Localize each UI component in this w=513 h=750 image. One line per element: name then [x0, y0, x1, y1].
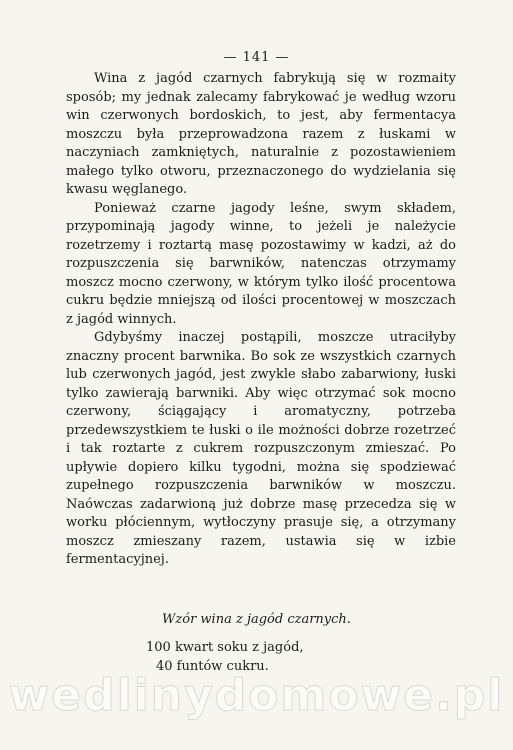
watermark: wedlinydomowe.pl: [8, 670, 505, 721]
page-number: — 141 —: [223, 50, 290, 65]
paragraph-2: Ponieważ czarne jagody leśne, swym składem, przypominają jagody winne, to jeżeli je należycie rozetrzemy i roztartą masę pozostawimy w kadzi, aż do rozpuszczenia się barwników, natenczas otrzymamy moszcz mocno czerwony, w którym tylko ilość procentowa cukru będzie mniejszą od ilości procentowej w moszczach z jagód winnych.: [66, 200, 456, 327]
body-text: [66, 70, 456, 570]
recipe-title: Wzór wina z jagód czarnych.: [162, 612, 351, 627]
paragraph-3: Gdybyśmy inaczej postąpili, moszcze utraciłyby znaczny procent barwnika. Bo sok ze wszystkich czarnych lub czerwonych jagód, jest zwykle słabo zabarwiony, łuski tylko zawierają barwniki. Aby więc otrzymać sok mocno czerwony, ściągający i aromatyczny, potrzeba przedewszystkiem te łuski o ile możności dobrze rozetrzeć i tak roztarte z cukrem rozpuszczonym zmieszać. Po upływie dopiero kilku tygodni, można się spodziewać zupełnego rozpuszczenia barwników w moszczu. Naówczas zadarwioną już dobrze masę przecedza się w worku płóciennym, wytłoczyny prasuje się, a otrzymany moszcz zmieszany razem, ustawia się w izbie fermentacyjnej.: [66, 330, 456, 567]
recipe-line: 100 kwart soku z jagód,: [146, 640, 304, 655]
recipe-line: 40 funtów cukru.: [156, 659, 269, 674]
paragraph-1: Wina z jagód czarnych fabrykują się w rozmaity sposób; my jednak zalecamy fabrykować je według wzoru win czerwonych bordoskich, to jest, aby fermentacya moszczu była przeprowadzona razem z łuskami w naczyniach zamkniętych, naturalnie z pozostawieniem małego tylko otworu, przeznaczonego do wydzielania się kwasu węglanego.: [66, 71, 456, 197]
